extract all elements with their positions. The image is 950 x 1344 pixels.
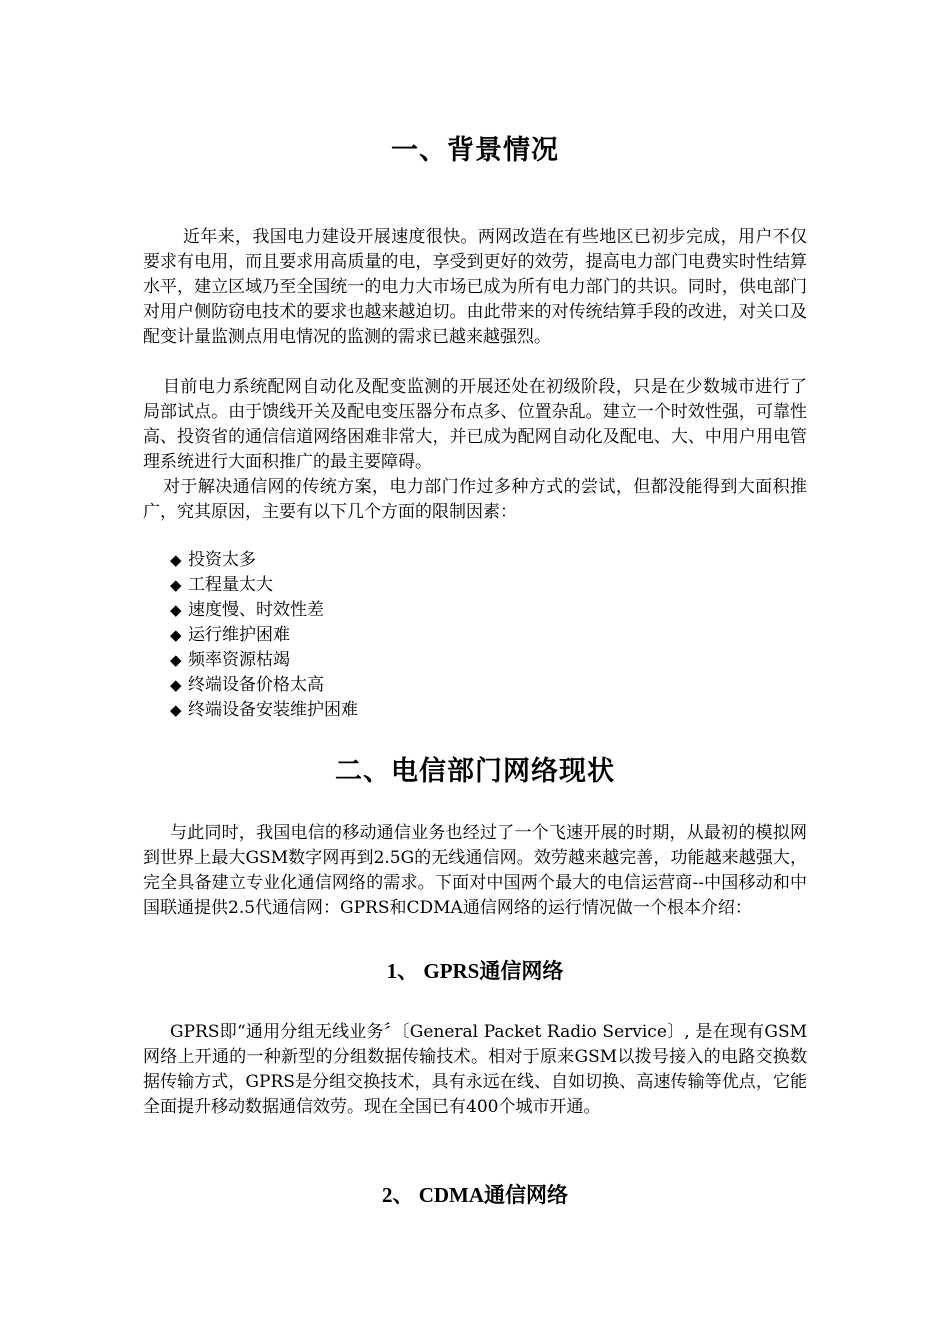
list-item: ◆ 频率资源枯竭 bbox=[170, 648, 358, 673]
limiting-factors-list bbox=[170, 548, 358, 723]
diamond-bullet-icon: ◆ bbox=[170, 676, 182, 694]
diamond-bullet-icon: ◆ bbox=[170, 651, 182, 669]
section-1-heading: 一、背景情况 bbox=[391, 135, 559, 166]
section-1-paragraph-2: 目前电力系统配网自动化及配变监测的开展还处在初级阶段，只是在少数城市进行了局部试点。由于馈线开关及配电变压器分布点多、位置杂乱。建立一个时效性强，可靠性高、投资省的通信信道网络困难非常大，并已成为配网自动化及配电、大、中用户用电管理系统进行大面积推广的最主要障碍。 bbox=[143, 377, 807, 472]
list-item: ◆ 速度慢、时效性差 bbox=[170, 598, 358, 623]
diamond-bullet-icon: ◆ bbox=[170, 701, 182, 719]
section-2-paragraph: 与此同时，我国电信的移动通信业务也经过了一个飞速开展的时期，从最初的模拟网到世界上最大GSM数字网再到2.5G的无线通信网。效劳越来越完善，功能越来越强大，完全具备建立专业化通信网络的需求。下面对中国两个最大的电信运营商--中国移动和中国联通提供2.5代通信网：GPRS和CDMA通信网络的运行情况做一个根本介绍： bbox=[143, 823, 807, 918]
section-1-paragraph-1: 近年来，我国电力建设开展速度很快。两网改造在有些地区已初步完成，用户不仅要求有电用，而且要求用高质量的电，享受到更好的效劳，提高电力部门电费实时性结算水平，建立区域乃至全国统一的电力大市场已成为所有电力部门的共识。同时，供电部门对用户侧防窃电技术的要求也越来越迫切。由此带来的对传统结算手段的改进，对关口及配变计量监测点用电情况的监测的需求已越来越强烈。 bbox=[143, 227, 807, 347]
list-item: ◆ 投资太多 bbox=[170, 548, 358, 573]
diamond-bullet-icon: ◆ bbox=[170, 626, 182, 644]
list-item: ◆ 运行维护困难 bbox=[170, 623, 358, 648]
list-item: ◆ 终端设备安装维护困难 bbox=[170, 698, 358, 723]
diamond-bullet-icon: ◆ bbox=[170, 601, 182, 619]
diamond-bullet-icon: ◆ bbox=[170, 576, 182, 594]
section-2-heading: 二、电信部门网络现状 bbox=[335, 756, 615, 787]
cdma-subheading: 2、 CDMA通信网络 bbox=[381, 1183, 569, 1207]
gprs-paragraph: GPRS即“通用分组无线业务〞〔General Packet Radio Service〕, 是在现有GSM网络上开通的一种新型的分组数据传输技术。相对于原来GSM以拨号接入的电路交换数据传输方式，GPRS是分组交换技术，具有永远在线、自如切换、高速传输等优点，它能全面提升移动数据通信效劳。现在全国已有400个城市开通。 bbox=[143, 1022, 807, 1117]
section-1-paragraph-3: 对于解决通信网的传统方案，电力部门作过多种方式的尝试，但都没能得到大面积推广，究其原因，主要有以下几个方面的限制因素： bbox=[143, 477, 807, 522]
gprs-subheading: 1、 GPRS通信网络 bbox=[386, 959, 564, 983]
list-item: ◆ 终端设备价格太高 bbox=[170, 673, 358, 698]
list-item: ◆ 工程量太大 bbox=[170, 573, 358, 598]
diamond-bullet-icon: ◆ bbox=[170, 551, 182, 569]
